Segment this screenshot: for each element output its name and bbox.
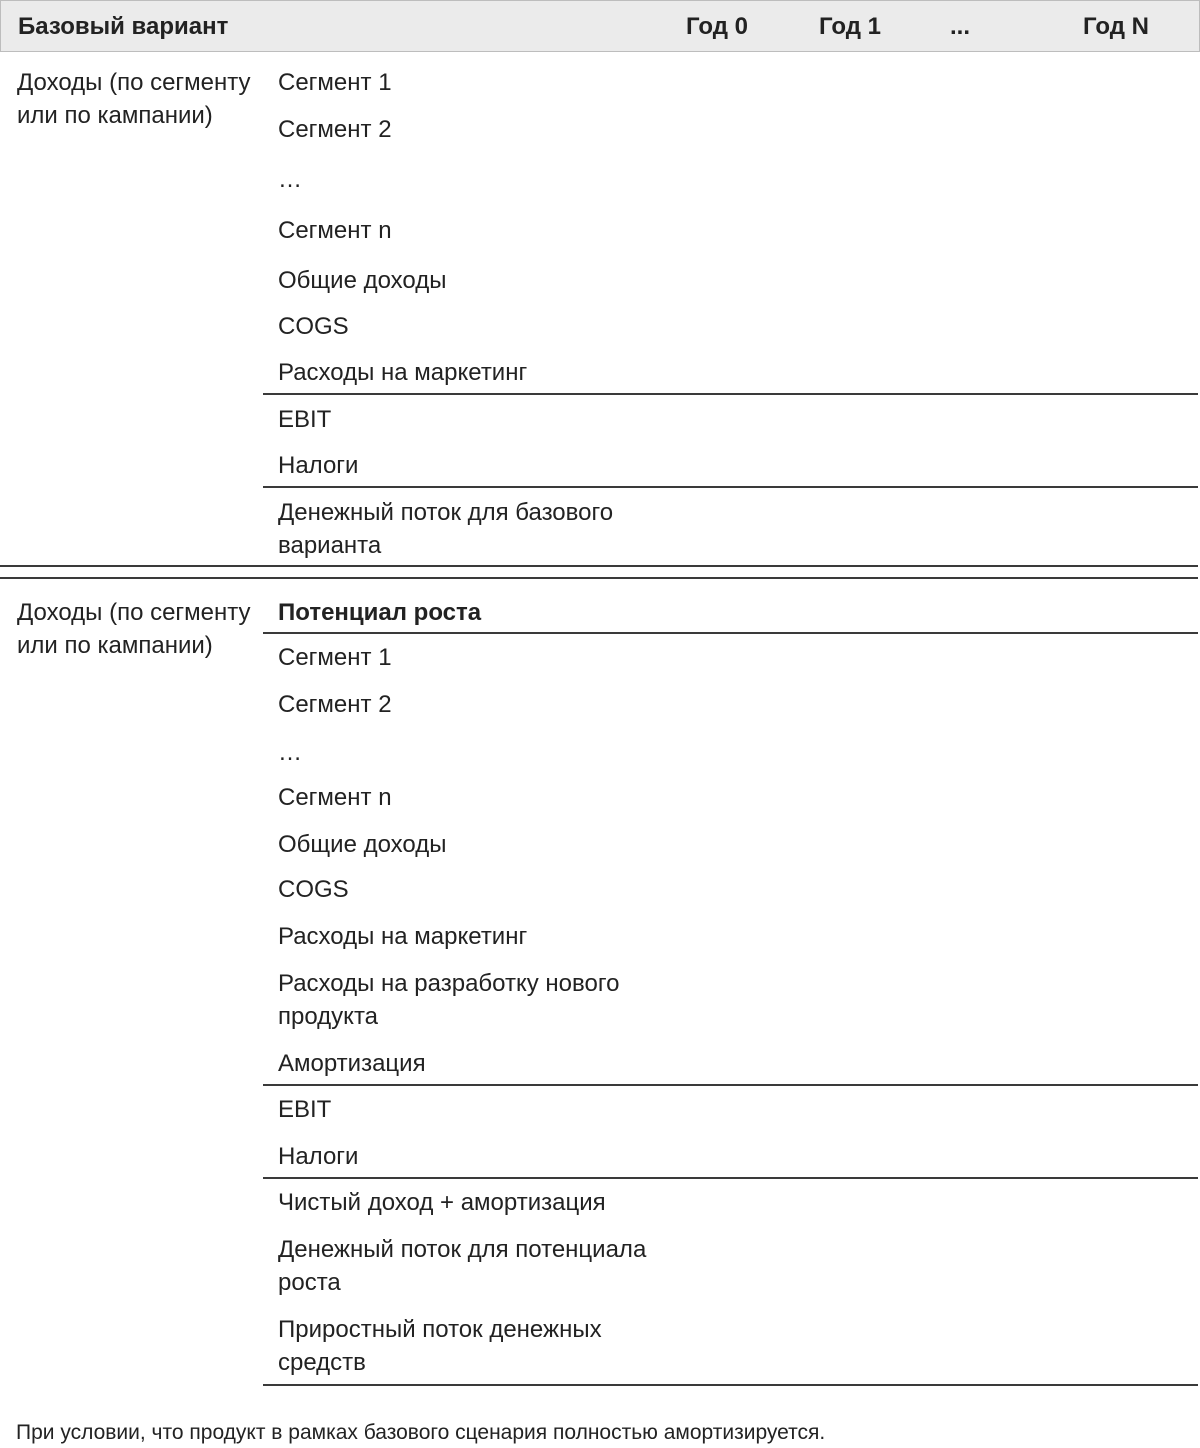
base-divider-cashflow xyxy=(263,486,1198,488)
growth-row-amortization: Амортизация xyxy=(278,1050,426,1077)
growth-row-segment-1: Сегмент 1 xyxy=(278,644,392,671)
footnote: При условии, что продукт в рамках базового сценария полностью амортизируется. xyxy=(16,1421,826,1444)
base-row-ellipsis: … xyxy=(278,166,302,193)
base-row-segment-1: Сегмент 1 xyxy=(278,69,392,96)
growth-divider-bottom xyxy=(263,1384,1198,1386)
base-row-ebit: EBIT xyxy=(278,406,332,433)
base-row-total-revenue: Общие доходы xyxy=(278,267,447,294)
growth-row-ellipsis: … xyxy=(278,739,302,766)
section-divider-bottom xyxy=(0,577,1198,579)
base-row-segment-n: Сегмент n xyxy=(278,217,392,244)
growth-row-segment-2: Сегмент 2 xyxy=(278,691,392,718)
growth-section-label: Доходы (по сегменту или по кампании) xyxy=(17,599,251,659)
base-row-segment-2: Сегмент 2 xyxy=(278,116,392,143)
growth-row-cogs: COGS xyxy=(278,876,349,903)
section-divider-top xyxy=(0,565,1198,567)
header-year-1: Год 1 xyxy=(819,13,882,40)
base-row-taxes: Налоги xyxy=(278,452,359,479)
growth-row-taxes: Налоги xyxy=(278,1143,359,1170)
growth-row-ebit: EBIT xyxy=(278,1096,332,1123)
base-row-cogs: COGS xyxy=(278,313,349,340)
growth-divider-net-income xyxy=(263,1177,1198,1179)
growth-row-new-product-dev: Расходы на разработку нового продукта xyxy=(278,970,620,1030)
growth-row-incremental-cashflow: Приростный поток денежных средств xyxy=(278,1316,602,1376)
base-section-label: Доходы (по сегменту или по кампании) xyxy=(17,69,251,129)
growth-title: Потенциал роста xyxy=(278,599,482,626)
growth-row-segment-n: Сегмент n xyxy=(278,784,392,811)
base-divider-ebit xyxy=(263,393,1198,395)
growth-row-total-revenue: Общие доходы xyxy=(278,831,447,858)
base-row-marketing: Расходы на маркетинг xyxy=(278,359,528,386)
header-year-0: Год 0 xyxy=(686,13,749,40)
base-row-cashflow: Денежный поток для базового варианта xyxy=(278,499,614,559)
header-year-ellipsis: ... xyxy=(950,13,971,40)
growth-divider-ebit xyxy=(263,1084,1198,1086)
growth-divider-title xyxy=(263,632,1198,634)
growth-row-net-income-amortization: Чистый доход + амортизация xyxy=(278,1189,606,1216)
header-year-n: Год N xyxy=(1083,13,1149,40)
growth-row-marketing: Расходы на маркетинг xyxy=(278,923,528,950)
header-title: Базовый вариант xyxy=(18,13,229,40)
growth-row-cashflow: Денежный поток для потенциала роста xyxy=(278,1236,647,1296)
table-header xyxy=(0,0,1200,52)
